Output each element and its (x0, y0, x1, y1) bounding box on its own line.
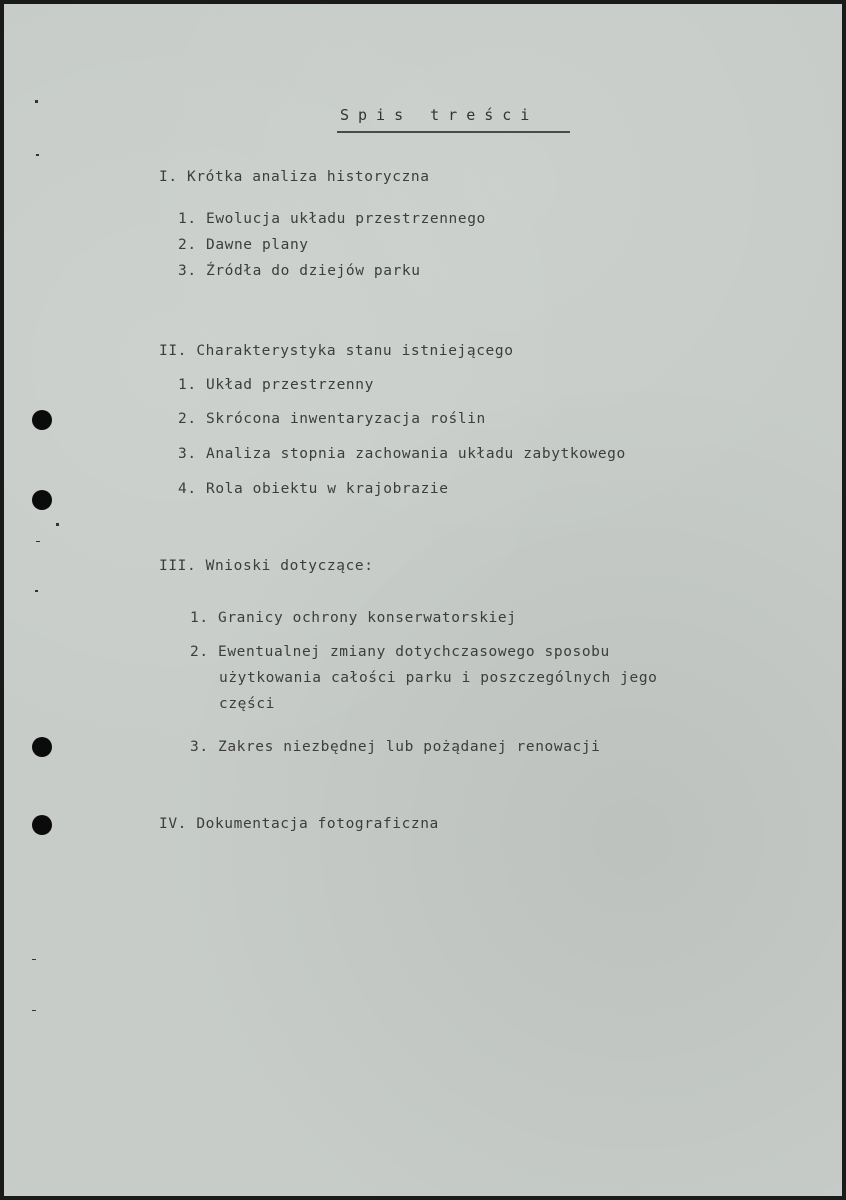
section-heading-4: IV. Dokumentacja fotograficzna (159, 816, 439, 832)
title-underline (337, 131, 570, 133)
section-heading-3: III. Wnioski dotyczące: (159, 558, 374, 574)
margin-speck (32, 959, 36, 960)
list-item: 1. Układ przestrzenny (178, 377, 374, 393)
list-item: 3. Zakres niezbędnej lub pożądanej renowacji (190, 739, 601, 755)
list-item-continuation: użytkowania całości parku i poszczególnych jego (219, 670, 658, 686)
punch-hole (32, 815, 52, 835)
margin-speck (35, 590, 38, 592)
margin-speck (56, 523, 59, 526)
list-item: 3. Analiza stopnia zachowania układu zabytkowego (178, 446, 626, 462)
list-item-continuation: części (219, 696, 275, 712)
margin-speck (36, 541, 40, 542)
punch-hole (32, 410, 52, 430)
margin-speck (35, 100, 38, 103)
punch-hole (32, 490, 52, 510)
list-item: 2. Dawne plany (178, 237, 309, 253)
list-item: 2. Ewentualnej zmiany dotychczasowego sposobu (190, 644, 610, 660)
list-item: 1. Ewolucja układu przestrzennego (178, 211, 486, 227)
list-item: 4. Rola obiektu w krajobrazie (178, 481, 449, 497)
page-title: Spis treści (340, 106, 539, 124)
punch-hole (32, 737, 52, 757)
typewritten-page (4, 4, 842, 1196)
margin-speck (36, 154, 39, 156)
list-item: 3. Źródła do dziejów parku (178, 263, 421, 279)
section-heading-1: I. Krótka analiza historyczna (159, 169, 430, 185)
margin-speck (32, 1010, 36, 1011)
section-heading-2: II. Charakterystyka stanu istniejącego (159, 343, 514, 359)
list-item: 2. Skrócona inwentaryzacja roślin (178, 411, 486, 427)
list-item: 1. Granicy ochrony konserwatorskiej (190, 610, 517, 626)
